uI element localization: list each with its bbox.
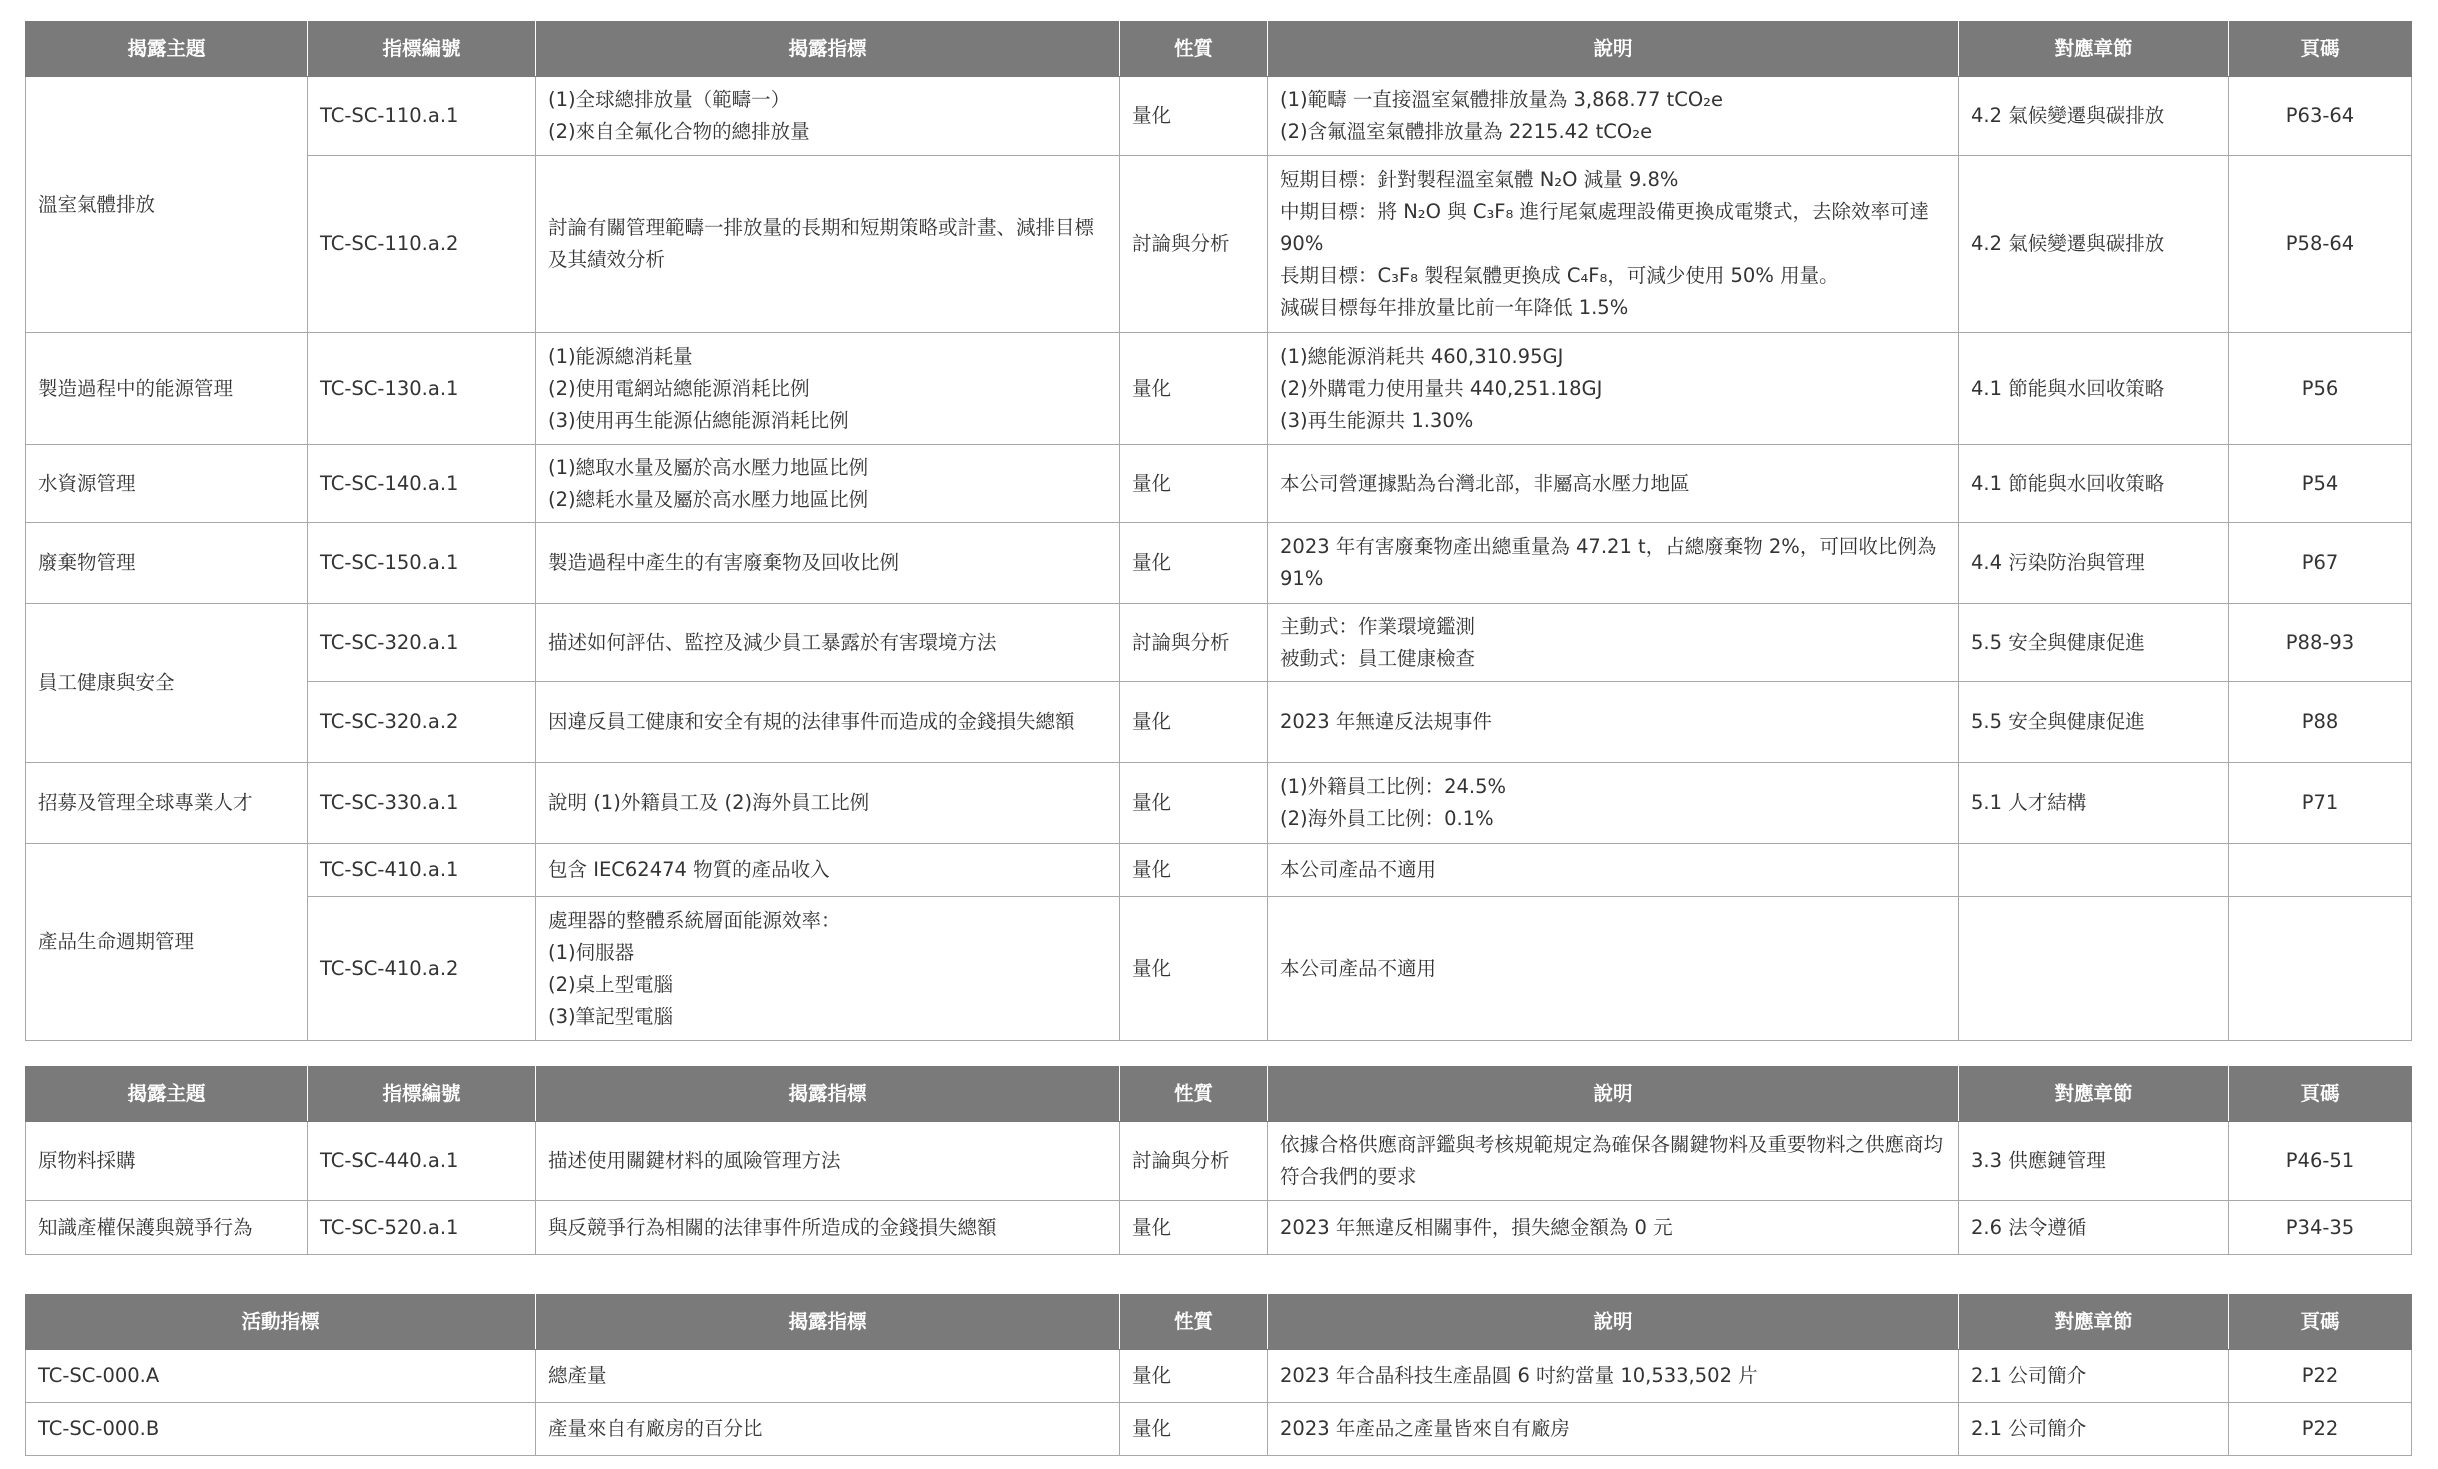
nature-cell: 量化 — [1120, 844, 1268, 897]
description-line: (2)含氟溫室氣體排放量為 2215.42 tCO₂e — [1280, 120, 1653, 143]
code-cell: TC-SC-330.a.1 — [308, 763, 536, 844]
header-page: 頁碼 — [2229, 1295, 2412, 1350]
description-cell: 2023 年合晶科技生產晶圓 6 吋約當量 10,533,502 片 — [1268, 1350, 1959, 1403]
table-row — [26, 763, 2412, 844]
description-line: 減碳目標每年排放量比前一年降低 1.5% — [1280, 296, 1629, 319]
description-line: (2)外購電力使用量共 440,251.18GJ — [1280, 376, 1603, 400]
page-cell: P22 — [2229, 1403, 2412, 1456]
chapter-cell: 2.1 公司簡介 — [1959, 1350, 2229, 1403]
code-cell: TC-SC-410.a.2 — [308, 897, 536, 1041]
nature-cell: 量化 — [1120, 445, 1268, 523]
metric-cell — [536, 333, 1120, 445]
topic-cell: 水資源管理 — [26, 445, 308, 523]
table-row — [26, 1403, 2412, 1456]
header-metric: 揭露指標 — [536, 22, 1120, 77]
header-metric: 揭露指標 — [536, 1295, 1120, 1350]
description-cell: 2023 年無違反相關事件，損失總金額為 0 元 — [1268, 1201, 1959, 1255]
table-header-row — [26, 22, 2412, 77]
nature-cell: 討論與分析 — [1120, 604, 1268, 682]
metric-line: (3)使用再生能源佔總能源消耗比例 — [548, 408, 849, 432]
header-description: 說明 — [1268, 22, 1959, 77]
description-cell: 2023 年無違反法規事件 — [1268, 682, 1959, 763]
code-cell: TC-SC-110.a.1 — [308, 77, 536, 156]
metric-cell: 製造過程中產生的有害廢棄物及回收比例 — [536, 523, 1120, 604]
code-cell: TC-SC-320.a.2 — [308, 682, 536, 763]
nature-cell: 量化 — [1120, 1403, 1268, 1456]
metric-line: (3)筆記型電腦 — [548, 1004, 674, 1028]
topic-cell: 廢棄物管理 — [26, 523, 308, 604]
code-cell: TC-SC-130.a.1 — [308, 333, 536, 445]
table-row — [26, 897, 2412, 1041]
chapter-cell: 4.2 氣候變遷與碳排放 — [1959, 156, 2229, 333]
header-nature: 性質 — [1120, 1067, 1268, 1122]
code-cell: TC-SC-000.A — [26, 1350, 536, 1403]
chapter-cell: 2.6 法令遵循 — [1959, 1201, 2229, 1255]
description-line: (3)再生能源共 1.30% — [1280, 408, 1474, 432]
header-code: 指標編號 — [308, 1067, 536, 1122]
chapter-cell: 4.2 氣候變遷與碳排放 — [1959, 77, 2229, 156]
metric-cell — [536, 77, 1120, 156]
metric-cell — [536, 445, 1120, 523]
header-chapter: 對應章節 — [1959, 22, 2229, 77]
chapter-cell: 5.1 人才結構 — [1959, 763, 2229, 844]
table-header-row — [26, 1067, 2412, 1122]
code-cell: TC-SC-520.a.1 — [308, 1201, 536, 1255]
table-row — [26, 77, 2412, 156]
header-nature: 性質 — [1120, 1295, 1268, 1350]
topic-cell: 招募及管理全球專業人才 — [26, 763, 308, 844]
topic-cell: 製造過程中的能源管理 — [26, 333, 308, 445]
nature-cell: 討論與分析 — [1120, 156, 1268, 333]
topic-cell: 原物料採購 — [26, 1122, 308, 1201]
description-cell — [1268, 763, 1959, 844]
metric-cell: 產量來自有廠房的百分比 — [536, 1403, 1120, 1456]
nature-cell: 量化 — [1120, 333, 1268, 445]
metric-cell: 總產量 — [536, 1350, 1120, 1403]
metric-line: 處理器的整體系統層面能源效率： — [548, 908, 841, 932]
table-row — [26, 1201, 2412, 1255]
table-row — [26, 1122, 2412, 1201]
metric-line: (1)全球總排放量（範疇一） — [548, 88, 791, 111]
page-cell — [2229, 844, 2412, 897]
metric-cell: 描述使用關鍵材料的風險管理方法 — [536, 1122, 1120, 1201]
metric-line: (2)桌上型電腦 — [548, 972, 674, 996]
header-description: 說明 — [1268, 1295, 1959, 1350]
header-page: 頁碼 — [2229, 1067, 2412, 1122]
header-activity-metric: 活動指標 — [26, 1295, 536, 1350]
topic-cell: 溫室氣體排放 — [26, 77, 308, 333]
table-header-row — [26, 1295, 2412, 1350]
header-chapter: 對應章節 — [1959, 1067, 2229, 1122]
chapter-cell: 2.1 公司簡介 — [1959, 1403, 2229, 1456]
nature-cell: 量化 — [1120, 523, 1268, 604]
page-cell: P71 — [2229, 763, 2412, 844]
page-cell: P58-64 — [2229, 156, 2412, 333]
nature-cell: 量化 — [1120, 897, 1268, 1041]
metric-cell: 描述如何評估、監控及減少員工暴露於有害環境方法 — [536, 604, 1120, 682]
code-cell: TC-SC-150.a.1 — [308, 523, 536, 604]
table-row — [26, 333, 2412, 445]
chapter-cell — [1959, 844, 2229, 897]
header-description: 說明 — [1268, 1067, 1959, 1122]
header-metric: 揭露指標 — [536, 1067, 1120, 1122]
page-cell: P22 — [2229, 1350, 2412, 1403]
sasb-disclosure-table-1 — [25, 21, 2412, 1041]
description-line: 長期目標：C₃F₈ 製程氣體更換成 C₄F₈，可減少使用 50% 用量。 — [1280, 264, 1839, 287]
metric-cell: 因違反員工健康和安全有規的法律事件而造成的金錢損失總額 — [536, 682, 1120, 763]
code-cell: TC-SC-410.a.1 — [308, 844, 536, 897]
description-line: 被動式：員工健康檢查 — [1280, 646, 1476, 670]
code-cell: TC-SC-440.a.1 — [308, 1122, 536, 1201]
description-line: (1)外籍員工比例：24.5% — [1280, 775, 1507, 798]
description-line: (2)海外員工比例：0.1% — [1280, 807, 1494, 830]
table-row — [26, 156, 2412, 333]
page-cell: P88 — [2229, 682, 2412, 763]
table-row — [26, 682, 2412, 763]
table-row — [26, 604, 2412, 682]
header-chapter: 對應章節 — [1959, 1295, 2229, 1350]
metric-line: (2)使用電網站總能源消耗比例 — [548, 376, 810, 400]
table-row — [26, 445, 2412, 523]
table-row — [26, 523, 2412, 604]
description-cell: 本公司產品不適用 — [1268, 844, 1959, 897]
metric-cell: 包含 IEC62474 物質的產品收入 — [536, 844, 1120, 897]
description-cell: 本公司產品不適用 — [1268, 897, 1959, 1041]
description-cell: 2023 年有害廢棄物產出總重量為 47.21 t，占總廢棄物 2%，可回收比例為 91% — [1268, 523, 1959, 604]
page-cell: P56 — [2229, 333, 2412, 445]
chapter-cell: 4.1 節能與水回收策略 — [1959, 333, 2229, 445]
description-line: 中期目標：將 N₂O 與 C₃F₈ 進行尾氣處理設備更換成電漿式，去除效率可達 90% — [1280, 200, 1930, 255]
metric-cell: 說明 (1)外籍員工及 (2)海外員工比例 — [536, 763, 1120, 844]
page-cell: P54 — [2229, 445, 2412, 523]
metric-cell — [536, 897, 1120, 1041]
sasb-disclosure-table-2 — [25, 1066, 2412, 1255]
nature-cell: 討論與分析 — [1120, 1122, 1268, 1201]
nature-cell: 量化 — [1120, 763, 1268, 844]
topic-cell: 員工健康與安全 — [26, 604, 308, 763]
description-line: (1)總能源消耗共 460,310.95GJ — [1280, 344, 1564, 368]
description-cell — [1268, 333, 1959, 445]
header-code: 指標編號 — [308, 22, 536, 77]
metric-line: (2)總耗水量及屬於高水壓力地區比例 — [548, 487, 869, 511]
chapter-cell: 4.4 污染防治與管理 — [1959, 523, 2229, 604]
chapter-cell: 4.1 節能與水回收策略 — [1959, 445, 2229, 523]
header-topic: 揭露主題 — [26, 22, 308, 77]
activity-metrics-table — [25, 1294, 2412, 1456]
code-cell: TC-SC-320.a.1 — [308, 604, 536, 682]
chapter-cell: 3.3 供應鏈管理 — [1959, 1122, 2229, 1201]
description-cell — [1268, 604, 1959, 682]
metric-line: (2)來自全氟化合物的總排放量 — [548, 120, 810, 143]
description-cell: 本公司營運據點為台灣北部，非屬高水壓力地區 — [1268, 445, 1959, 523]
topic-cell: 知識產權保護與競爭行為 — [26, 1201, 308, 1255]
metric-cell: 與反競爭行為相關的法律事件所造成的金錢損失總額 — [536, 1201, 1120, 1255]
description-cell: 2023 年產品之產量皆來自有廠房 — [1268, 1403, 1959, 1456]
nature-cell: 量化 — [1120, 682, 1268, 763]
topic-cell: 產品生命週期管理 — [26, 844, 308, 1041]
metric-line: (1)伺服器 — [548, 940, 635, 964]
table-row — [26, 844, 2412, 897]
page-cell: P63-64 — [2229, 77, 2412, 156]
chapter-cell — [1959, 897, 2229, 1041]
description-cell: 依據合格供應商評鑑與考核規範規定為確保各關鍵物料及重要物料之供應商均符合我們的要求 — [1268, 1122, 1959, 1201]
page-cell — [2229, 897, 2412, 1041]
description-line: (1)範疇 一直接溫室氣體排放量為 3,868.77 tCO₂e — [1280, 88, 1723, 111]
nature-cell: 量化 — [1120, 77, 1268, 156]
page-cell: P67 — [2229, 523, 2412, 604]
description-line: 短期目標：針對製程溫室氣體 N₂O 減量 9.8% — [1280, 168, 1679, 191]
nature-cell: 量化 — [1120, 1201, 1268, 1255]
chapter-cell: 5.5 安全與健康促進 — [1959, 682, 2229, 763]
page-cell: P34-35 — [2229, 1201, 2412, 1255]
nature-cell: 量化 — [1120, 1350, 1268, 1403]
description-cell — [1268, 156, 1959, 333]
chapter-cell: 5.5 安全與健康促進 — [1959, 604, 2229, 682]
header-topic: 揭露主題 — [26, 1067, 308, 1122]
description-line: 主動式：作業環境鑑測 — [1280, 614, 1476, 638]
table-row — [26, 1350, 2412, 1403]
metric-line: (1)能源總消耗量 — [548, 344, 693, 368]
code-cell: TC-SC-000.B — [26, 1403, 536, 1456]
page-cell: P88-93 — [2229, 604, 2412, 682]
metric-line: (1)總取水量及屬於高水壓力地區比例 — [548, 455, 869, 479]
description-cell — [1268, 77, 1959, 156]
header-nature: 性質 — [1120, 22, 1268, 77]
code-cell: TC-SC-140.a.1 — [308, 445, 536, 523]
header-page: 頁碼 — [2229, 22, 2412, 77]
metric-cell: 討論有關管理範疇一排放量的長期和短期策略或計畫、減排目標及其績效分析 — [536, 156, 1120, 333]
code-cell: TC-SC-110.a.2 — [308, 156, 536, 333]
page-cell: P46-51 — [2229, 1122, 2412, 1201]
